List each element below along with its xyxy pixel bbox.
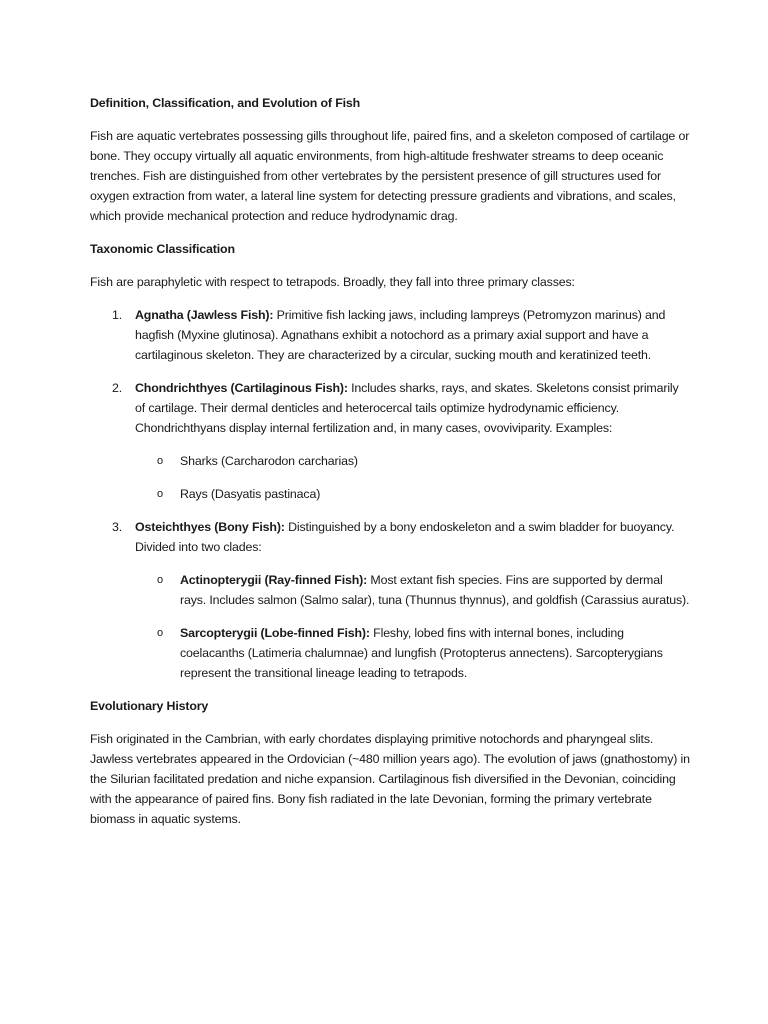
evolution-paragraph: Fish originated in the Cambrian, with early chordates displaying primitive notochords and pharyngeal slits. Jawless vertebrates appeared in the Ordovician (~480 million years ago). The evolution of jaws (gnathostomy) in the Silurian facilitated predation and niche expansion. Cartilaginous fish diversified in the Devonian, coinciding with the appearance of paired fins. Bony fish radiated in the late Devonian, forming the primary vertebrate biomass in aquatic systems. xyxy=(90,732,690,826)
clade-term: Actinopterygii (Ray-finned Fish): xyxy=(180,573,368,587)
class-term: Osteichthyes (Bony Fish): xyxy=(135,520,285,534)
example-item xyxy=(135,484,690,504)
clade-item-actinopterygii xyxy=(135,570,690,610)
class-description: Distinguished by a bony endoskeleton and a swim bladder for buoyancy. Divided into two clades: xyxy=(135,520,675,554)
document-title: Definition, Classification, and Evolution of Fish xyxy=(90,96,361,110)
class-list xyxy=(90,305,690,683)
class-item-chondrichthyes xyxy=(90,378,690,504)
clade-description: Most extant fish species. Fins are supported by dermal rays. Includes salmon (Salmo salar), tuna (Thunnus thynnus), and goldfish (Carassius auratus). xyxy=(180,573,690,607)
intro-paragraph: Fish are aquatic vertebrates possessing gills throughout life, paired fins, and a skeleton composed of cartilage or bone. They occupy virtually all aquatic environments, from high-altitude freshwater streams to deep oceanic trenches. Fish are distinguished from other vertebrates by the persistent presence of gill structures used for oxygen extraction from water, a lateral line system for detecting pressure gradients and vibrations, and scales, which provide mechanical protection and reduce hydrodynamic drag. xyxy=(90,129,690,223)
example-text: Sharks (Carcharodon carcharias) xyxy=(180,454,358,468)
clade-list xyxy=(135,570,690,683)
class-description: Includes sharks, rays, and skates. Skeletons consist primarily of cartilage. Their dermal denticles and heterocercal tails optimize hydrodynamic efficiency. Chondrichthyans display internal fertilization and, in many cases, ovoviviparity. Examples: xyxy=(135,381,679,435)
clade-description: Fleshy, lobed fins with internal bones, including coelacanths (Latimeria chalumnae) and lungfish (Protopterus annectens). Sarcopterygians represent the transitional lineage leading to tetrapods. xyxy=(180,626,663,680)
class-term: Chondrichthyes (Cartilaginous Fish): xyxy=(135,381,348,395)
class-description: Primitive fish lacking jaws, including lampreys (Petromyzon marinus) and hagfish (Myxine glutinosa). Agnathans exhibit a notochord as a primary axial support and have a cartilaginous skeleton. They are characterized by a circular, sucking mouth and keratinized teeth. xyxy=(135,308,666,362)
list-number: 3. xyxy=(112,520,123,534)
bullet-icon: o xyxy=(157,627,163,639)
example-text: Rays (Dasyatis pastinaca) xyxy=(180,487,321,501)
bullet-icon: o xyxy=(157,488,163,500)
bullet-icon: o xyxy=(157,574,163,586)
clade-item-sarcopterygii xyxy=(135,623,690,683)
document-page xyxy=(90,93,690,829)
bullet-icon: o xyxy=(157,455,163,467)
class-item-osteichthyes xyxy=(90,517,690,683)
example-list xyxy=(135,451,690,504)
taxonomy-heading: Taxonomic Classification xyxy=(90,242,235,256)
list-number: 1. xyxy=(112,308,123,322)
example-item xyxy=(135,451,690,471)
class-item-agnatha xyxy=(90,305,690,365)
clade-term: Sarcopterygii (Lobe-finned Fish): xyxy=(180,626,370,640)
list-number: 2. xyxy=(112,381,123,395)
evolution-heading: Evolutionary History xyxy=(90,699,209,713)
class-term: Agnatha (Jawless Fish): xyxy=(135,308,274,322)
taxonomy-intro: Fish are paraphyletic with respect to tetrapods. Broadly, they fall into three primary classes: xyxy=(90,275,575,289)
